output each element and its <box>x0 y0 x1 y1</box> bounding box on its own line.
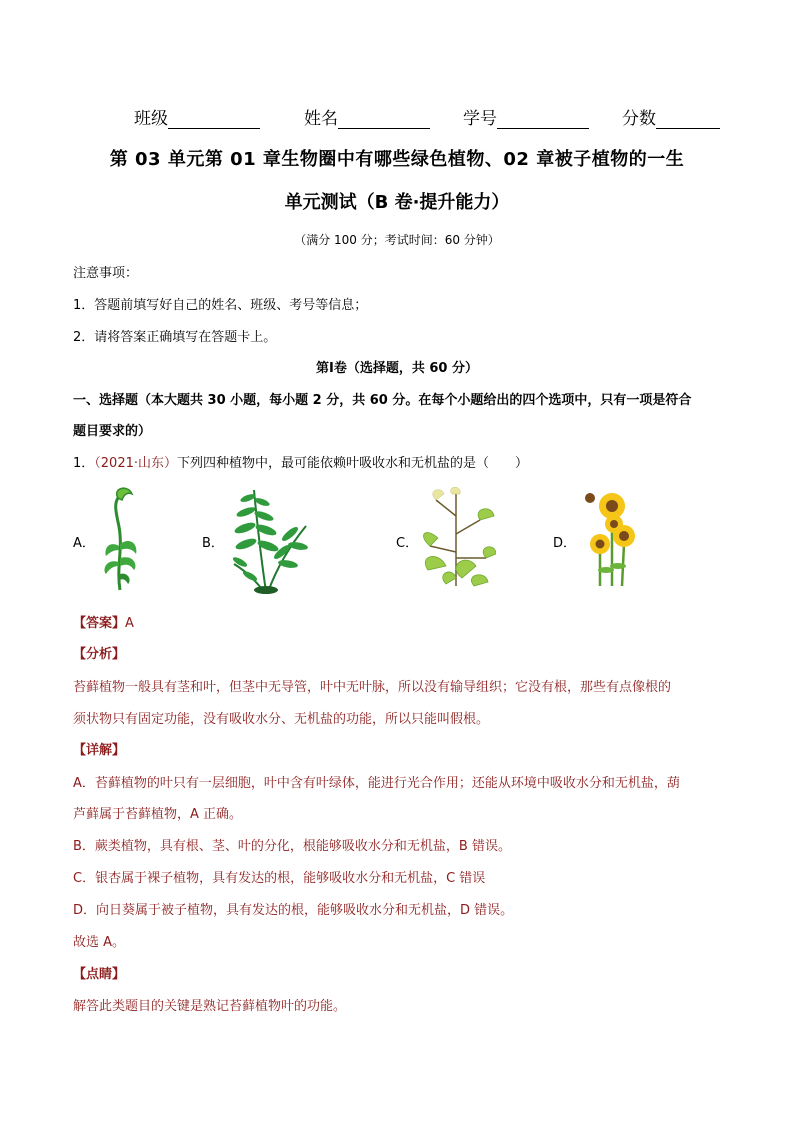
question-number: 1． <box>73 456 95 471</box>
detail-line3: B．蕨类植物，具有根、茎、叶的分化，根能够吸收水分和无机盐，B 错误。 <box>73 839 511 854</box>
class-label: 班级 <box>134 109 168 129</box>
answer-line <box>73 612 134 631</box>
name-blank[interactable] <box>338 110 430 129</box>
student-info-row <box>134 104 734 130</box>
question-source: （2021·山东） <box>94 456 177 471</box>
answer-value: A <box>125 616 134 631</box>
tip-label: 【点睛】 <box>73 967 126 982</box>
question-text: 下列四种植物中，最可能依赖叶吸收水和无机盐的是（ ） <box>177 456 529 471</box>
score-blank[interactable] <box>656 110 720 129</box>
exam-title-line1: 第 03 单元第 01 章生物圈中有哪些绿色植物、02 章被子植物的一生 <box>109 149 685 170</box>
note-item-1: 1．答题前填写好自己的姓名、班级、考号等信息； <box>73 298 368 313</box>
option-a-label[interactable]: A． <box>73 536 95 551</box>
analysis-line2: 须状物只有固定功能，没有吸收水分、无机盐的功能，所以只能叫假根。 <box>73 712 490 727</box>
choice-line: 故选 A。 <box>73 935 126 950</box>
section-heading-line2: 题目要求的） <box>73 424 152 439</box>
exam-subtitle: （满分 100 分；考试时间：60 分钟） <box>294 233 500 247</box>
part-title: 第Ⅰ卷（选择题，共 60 分） <box>316 361 478 376</box>
exam-title-line2: 单元测试（B 卷·提升能力） <box>284 192 510 213</box>
name-field <box>304 104 430 129</box>
score-field <box>622 104 720 129</box>
id-label: 学号 <box>463 109 497 129</box>
detail-line2: 芦藓属于苔藓植物，A 正确。 <box>73 807 243 822</box>
analysis-label: 【分析】 <box>73 647 126 662</box>
analysis-line1: 苔藓植物一般具有茎和叶，但茎中无导管，叶中无叶脉，所以没有输导组织；它没有根，那些有点像根的 <box>73 680 672 695</box>
id-blank[interactable] <box>497 110 589 129</box>
score-label: 分数 <box>622 109 656 129</box>
tip-text: 解答此类题目的关键是熟记苔藓植物叶的功能。 <box>73 999 347 1014</box>
id-field <box>463 104 589 129</box>
moss-sprout-icon <box>98 486 142 592</box>
option-c-label[interactable]: C． <box>396 536 419 551</box>
name-label: 姓名 <box>304 109 338 129</box>
answer-label: 【答案】 <box>73 616 126 631</box>
option-b-label[interactable]: B． <box>202 536 224 551</box>
detail-line5: D．向日葵属于被子植物，具有发达的根，能够吸收水分和无机盐，D 错误。 <box>73 903 514 918</box>
detail-line4: C．银杏属于裸子植物，具有发达的根，能够吸收水分和无机盐，C 错误 <box>73 871 486 886</box>
option-d-label[interactable]: D． <box>553 536 577 551</box>
class-blank[interactable] <box>168 110 260 129</box>
section-heading-line1: 一、选择题（本大题共 30 小题，每小题 2 分，共 60 分。在每个小题给出的四个选项中，只有一项是符合 <box>73 393 692 408</box>
class-field <box>134 104 260 129</box>
detail-line1: A．苔藓植物的叶只有一层细胞，叶中含有叶绿体，能进行光合作用；还能从环境中吸收水分和无机盐，葫 <box>73 776 680 791</box>
detail-label: 【详解】 <box>73 743 126 758</box>
fern-icon <box>228 484 310 596</box>
ginkgo-icon <box>416 486 496 590</box>
note-item-2: 2．请将答案正确填写在答题卡上。 <box>73 330 277 345</box>
question-1 <box>73 452 528 471</box>
notes-heading: 注意事项： <box>73 266 139 281</box>
sunflower-icon <box>578 488 640 588</box>
